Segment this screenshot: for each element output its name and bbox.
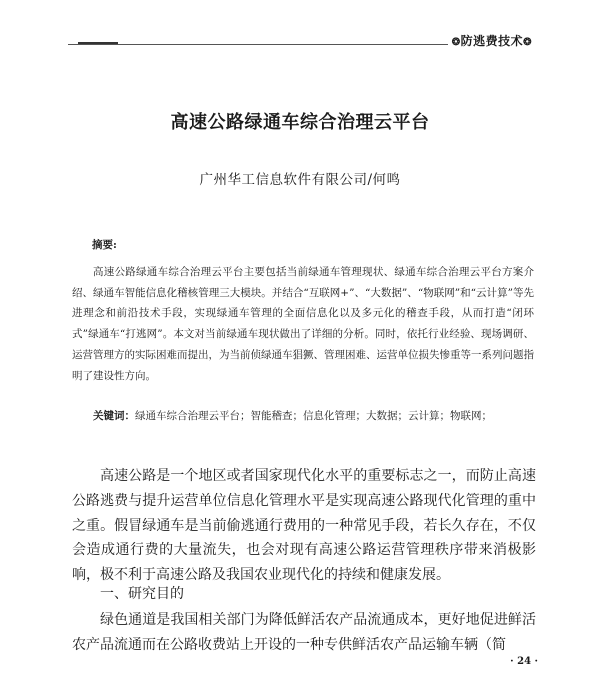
body-paragraph: 绿色通道是我国相关部门为降低鲜活农产品流通成本，更好地促进鲜活农产品流通而在公路收费站上开设的一种专供鲜活农产品运输车辆（简 xyxy=(72,612,536,653)
ornament-icon: ❂ xyxy=(451,37,461,48)
body-paragraph: 高速公路是一个地区或者国家现代化水平的重要标志之一，而防止高速公路逃费与提升运营单位信息化管理水平是实现高速公路现代化管理的重中之重。假冒绿通车是当前偷逃通行费用的一种常见手段，若长久存在，不仅会造成通行费的大量流失，也会对现有高速公路运营管理秩序带来消极影响，极不利于高速公路及我国农业现代化的持续和健康发展。 xyxy=(72,468,536,584)
article-title: 高速公路绿通车综合治理云平台 xyxy=(170,112,430,133)
section-tag xyxy=(448,32,532,49)
ornament-icon: ❂ xyxy=(523,37,532,48)
keywords-text: 绿通车综合治理云平台；智能稽查；信息化管理；大数据；云计算；物联网； xyxy=(135,410,492,422)
abstract-text: 高速公路绿通车综合治理云平台主要包括当前绿通车管理现状、绿通车综合治理云平台方案介绍、绿通车智能信息化稽核管理三大模块。并结合“互联网+”、“大数据”、“物联网”和“云计算”等先进理念和前沿技术手段，实现绿通车管理的全面信息化以及多元化的稽查手段，从而打造“闭环式”绿通车“打逃网”。本文对当前绿通车现状做出了详细的分析。同时，依托行业经验、现场调研、运营管理方的实际困难而提出，为当前侦绿通车猖獗、管理困难、运营单位损失惨重等一系列问题指明了建设性方向。 xyxy=(72,266,534,382)
abstract-label: 摘要: xyxy=(92,239,117,251)
article-author: 广州华工信息软件有限公司/何鸣 xyxy=(199,172,401,188)
keywords-label: 关键词： xyxy=(93,410,135,422)
section-name: 防逃费技术 xyxy=(460,34,524,48)
section-heading: 一、研究目的 xyxy=(100,586,184,602)
header-accent-dash xyxy=(78,42,118,44)
keywords xyxy=(72,406,534,427)
page-number: · 24 · xyxy=(510,656,538,667)
